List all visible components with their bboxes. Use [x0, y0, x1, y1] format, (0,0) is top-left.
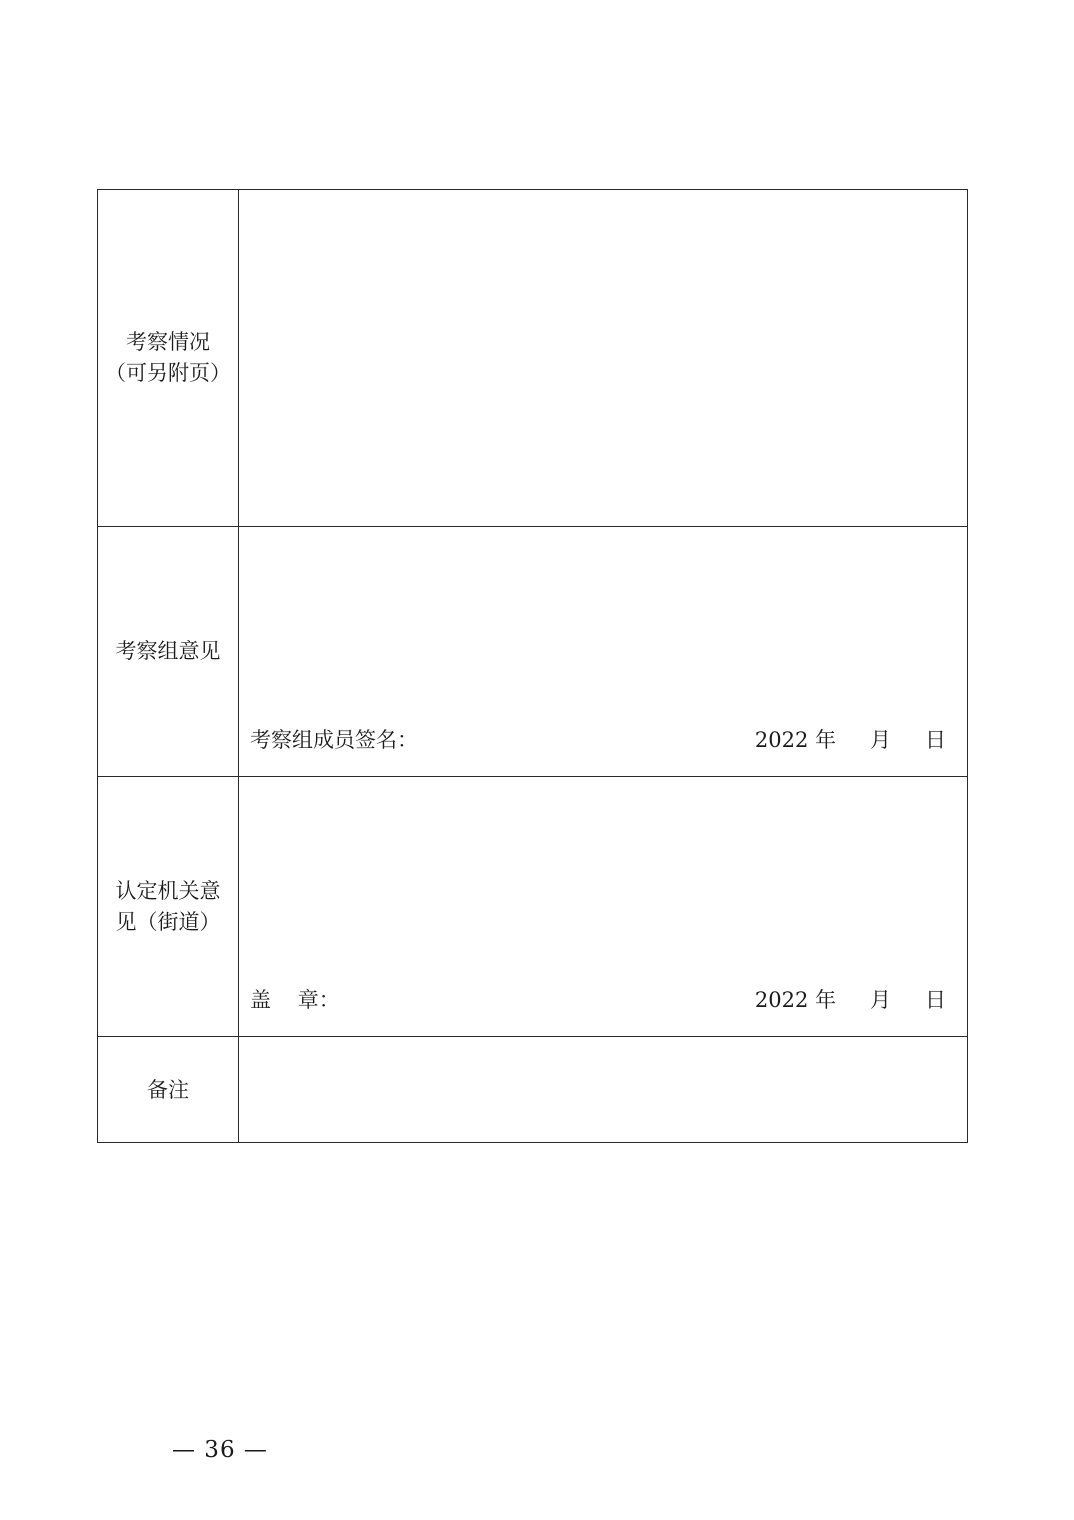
row-label-cell: [98, 1037, 239, 1143]
row-label-cell: [98, 777, 239, 1036]
row-label-cell: [98, 190, 239, 526]
row-remarks: [98, 1037, 967, 1143]
inspection-status-label: 考察情况 （可另附页）: [105, 330, 231, 385]
authority-opinion-content[interactable]: [239, 777, 967, 1036]
date-day: 日: [925, 728, 946, 752]
team-opinion-label: 考察组意见: [115, 639, 221, 663]
remarks-content[interactable]: [239, 1037, 967, 1143]
page-number: — 36 —: [172, 1437, 268, 1463]
review-form-table: [97, 189, 968, 1143]
member-signature-label: 考察组成员签名：: [250, 728, 418, 752]
date-day: 日: [925, 988, 946, 1012]
date-month: 月: [870, 728, 891, 752]
date-group: [755, 986, 946, 1014]
seal-line: [250, 986, 946, 1014]
date-group: [755, 726, 946, 754]
row-inspection-team-opinion: [98, 527, 967, 777]
date-year: 2022 年: [754, 728, 836, 752]
row-inspection-status: [98, 190, 967, 527]
row-authority-opinion: [98, 777, 967, 1037]
seal-label: 盖 章：: [250, 988, 340, 1012]
inspection-status-content[interactable]: [239, 190, 967, 526]
date-month: 月: [870, 988, 891, 1012]
team-opinion-content[interactable]: [239, 527, 967, 776]
authority-opinion-label: 认定机关意 见（街道）: [115, 878, 221, 934]
date-year: 2022 年: [754, 988, 836, 1012]
remarks-label: 备注: [147, 1077, 189, 1102]
row-label-cell: [98, 527, 239, 776]
signature-line: [250, 726, 946, 754]
